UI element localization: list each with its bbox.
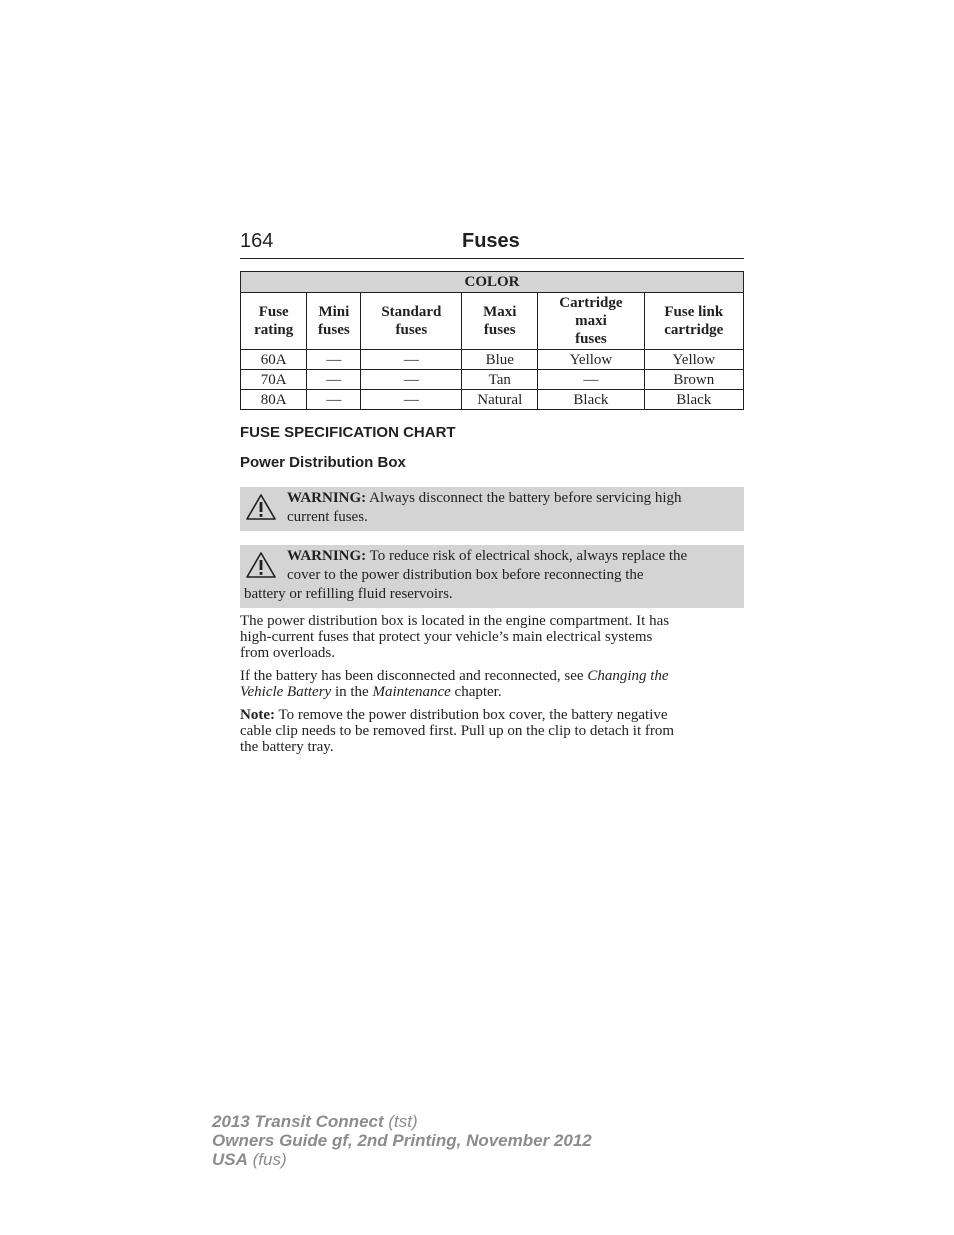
column-header-line: Fuse — [258, 304, 289, 320]
table-row — [241, 350, 744, 370]
footer-code: (fus) — [247, 1150, 287, 1169]
table-cell: Natural — [462, 390, 538, 410]
cross-reference-changing-battery: Vehicle Battery — [240, 684, 332, 700]
warning-label: WARNING: — [287, 490, 367, 506]
paragraph-text: chapter. — [450, 684, 502, 700]
paragraph-text: in the — [331, 684, 373, 700]
column-header — [241, 293, 307, 350]
warning-box-1 — [240, 487, 744, 531]
table-cell: Yellow — [644, 350, 743, 370]
paragraph-line: To remove the power distribution box cover, the battery negative — [274, 707, 668, 723]
page-header — [240, 228, 744, 259]
column-header-line: Standard — [381, 304, 442, 320]
table-group-header-row — [241, 272, 744, 293]
paragraph-note — [240, 707, 746, 755]
column-header-line: Maxi — [483, 304, 517, 320]
warning-text-line: Always disconnect the battery before servicing high — [369, 490, 682, 506]
warning-text-line: cover to the power distribution box before reconnecting the — [287, 567, 644, 583]
table-cell: Tan — [462, 370, 538, 390]
table-cell: Brown — [644, 370, 743, 390]
warning-text-line: current fuses. — [287, 509, 368, 525]
paragraph-line: cable clip needs to be removed first. Pull up on the clip to detach it from — [240, 723, 675, 739]
table-cell: — — [361, 370, 462, 390]
fuse-color-table — [240, 271, 744, 410]
paragraph-line: the battery tray. — [240, 739, 334, 755]
section-title: FUSE SPECIFICATION CHART — [240, 424, 456, 441]
table-row — [241, 390, 744, 410]
color-group-header: COLOR — [241, 272, 744, 293]
warning-triangle-icon — [245, 493, 277, 521]
cross-reference-maintenance-chapter: Maintenance — [372, 684, 451, 700]
footer-edition: Owners Guide gf, 2nd Printing, November 2012 — [212, 1131, 592, 1150]
warning-label: WARNING: — [287, 548, 367, 564]
table-cell: — — [307, 390, 361, 410]
subsection-title: Power Distribution Box — [240, 454, 406, 471]
page-number: 164 — [240, 230, 274, 252]
footer-code: (tst) — [383, 1112, 418, 1131]
column-header — [307, 293, 361, 350]
table-column-header-row — [241, 293, 744, 350]
column-header — [538, 293, 644, 350]
paragraph-location — [240, 613, 746, 661]
footer-market: USA — [212, 1150, 248, 1169]
table-cell: — — [361, 390, 462, 410]
column-header — [462, 293, 538, 350]
table-cell: — — [307, 350, 361, 370]
table-cell: Black — [538, 390, 644, 410]
warning-box-2 — [240, 545, 744, 608]
footer-model: 2013 Transit Connect — [212, 1112, 384, 1131]
table-cell: 80A — [241, 390, 307, 410]
table-cell: — — [307, 370, 361, 390]
warning-triangle-icon — [245, 551, 277, 579]
cross-reference-changing-battery: Changing the — [587, 668, 669, 684]
table-body — [241, 350, 744, 410]
table-cell: Blue — [462, 350, 538, 370]
paragraph-battery-reference — [240, 668, 746, 700]
column-header-line: Mini — [318, 304, 350, 320]
note-label: Note: — [240, 707, 275, 723]
warning-text-line: To reduce risk of electrical shock, always replace the — [369, 548, 688, 564]
table-cell: 70A — [241, 370, 307, 390]
column-header-line: cartridge — [664, 322, 724, 338]
column-header-line: maxi — [575, 313, 607, 329]
table-row — [241, 370, 744, 390]
column-header-line: fuses — [318, 322, 350, 338]
column-header-line: rating — [254, 322, 294, 338]
column-header-line: Fuse link — [664, 304, 724, 320]
page-footer — [212, 1112, 592, 1169]
warning-text-line: battery or refilling fluid reservoirs. — [244, 586, 453, 602]
column-header-line: Cartridge — [559, 295, 623, 311]
paragraph-line: from overloads. — [240, 645, 335, 661]
column-header — [644, 293, 743, 350]
chapter-title: Fuses — [462, 230, 520, 252]
paragraph-text: If the battery has been disconnected and reconnected, see — [240, 668, 588, 684]
table-cell: — — [361, 350, 462, 370]
paragraph-line: high-current fuses that protect your vehicle’s main electrical systems — [240, 629, 653, 645]
table-cell: Black — [644, 390, 743, 410]
paragraph-line: The power distribution box is located in the engine compartment. It has — [240, 613, 670, 629]
column-header-line: fuses — [575, 331, 607, 347]
column-header-line: fuses — [483, 322, 516, 338]
table-cell: — — [538, 370, 644, 390]
column-header — [361, 293, 462, 350]
column-header-line: fuses — [395, 322, 428, 338]
table-cell: 60A — [241, 350, 307, 370]
table-cell: Yellow — [538, 350, 644, 370]
